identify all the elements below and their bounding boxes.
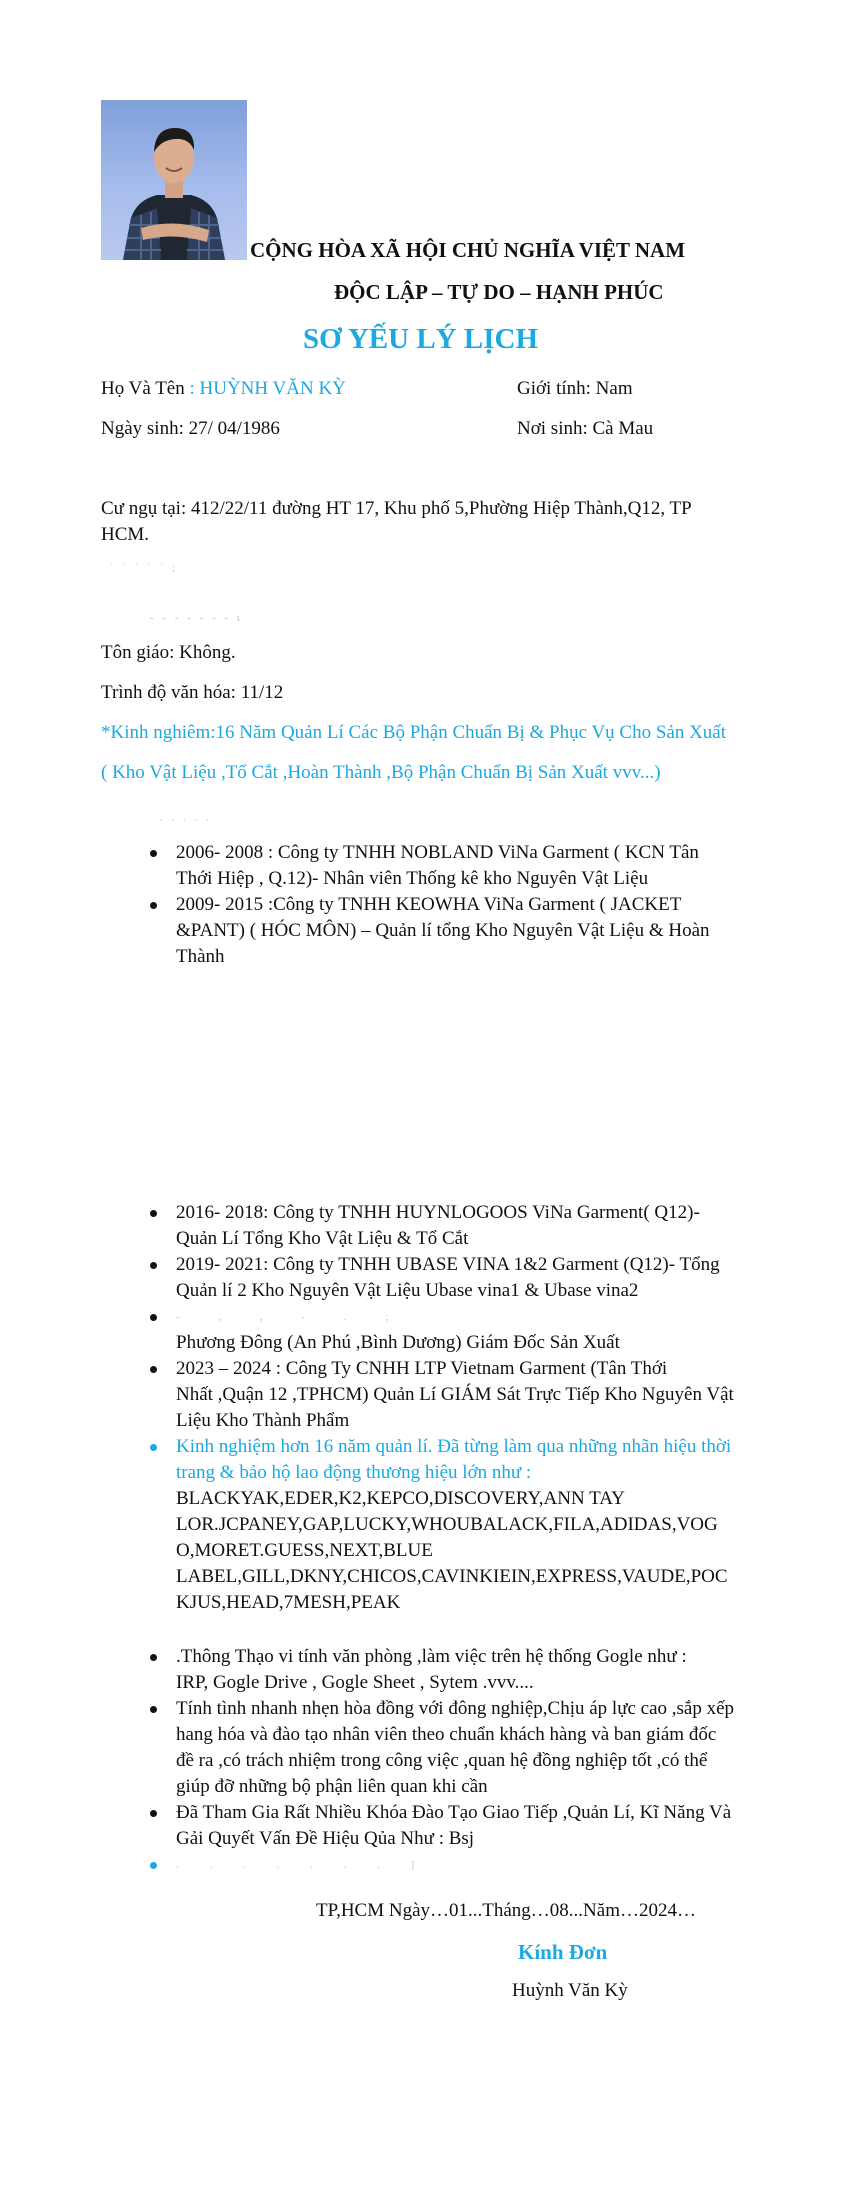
work-history-list [176,1200,766,1616]
bullet-icon [150,1862,157,1869]
list-item: 2016- 2018: Công ty TNHH HUYNLOGOOS ViNa Garment( Q12)- Quản Lí Tổng Kho Vật Liệu & Tổ Cắt [176,1200,766,1252]
faint-marks: . . . . . [160,812,212,824]
work-history-list [176,840,766,970]
motto-heading: ĐỘC LẬP – TỰ DO – HẠNH PHÚC [334,280,664,304]
birthplace: Nơi sinh: Cà Mau [517,418,654,439]
bullet-icon [150,850,157,857]
bullet-icon [150,1654,157,1661]
list-item: Đã Tham Gia Rất Nhiều Khóa Đào Tạo Giao Tiếp ,Quản Lí, Kĩ Năng Và Gải Quyết Vấn Đề Hiệu Qủa Như : Bsj [176,1800,766,1852]
religion: Tôn giáo: Không. [101,642,236,663]
education: Trình độ văn hóa: 11/12 [101,682,284,703]
faint-marks: ˙ ˙ ˙ ˙ ˙ ; [110,562,179,574]
list-item: .Thông Thạo vi tính văn phòng ,làm việc trên hệ thống Gogle như : IRP, Gogle Drive , Gogle Sheet , Sytem .vvv.... [176,1644,766,1696]
list-item: 2006- 2008 : Công ty TNHH NOBLAND ViNa Garment ( KCN Tân Thới Hiệp , Q.12)- Nhân viên Thống kê kho Nguyên Vật Liệu [176,840,766,892]
address-line-1: Cư ngụ tại: 412/22/11 đường HT 17, Khu phố 5,Phường Hiệp Thành,Q12, TP [101,498,692,519]
bullet-icon [150,1262,157,1269]
bullet-icon [150,1366,157,1373]
skills-list [176,1644,766,1878]
bullet-icon [150,1314,157,1321]
name-label: Họ Và Tên [101,378,185,399]
faint-marks: - - - - - - - ι [150,612,243,624]
list-item: 2019- 2021: Công ty TNHH UBASE VINA 1&2 Garment (Q12)- Tổng Quản lí 2 Kho Nguyên Vật Liệu Ubase vina1 & Ubase vina2 [176,1252,766,1304]
republic-heading: CỘNG HÒA XÃ HỘI CHỦ NGHĨA VIỆT NAM [250,238,686,262]
name-row [101,378,346,400]
list-item: - , , - . ; Phương Đông (An Phú ,Bình Dương) Giám Đốc Sản Xuất [176,1304,766,1356]
list-item: . . . . . . . ] [176,1852,766,1878]
page-title: SƠ YẾU LÝ LỊCH [303,323,539,355]
portrait-photo [101,100,247,260]
experience-summary-1: *Kinh nghiêm:16 Năm Quản Lí Các Bộ Phận Chuẩn Bị & Phục Vụ Cho Sản Xuất [101,722,727,743]
bullet-icon [150,1444,157,1451]
bullet-icon [150,902,157,909]
list-item: 2023 – 2024 : Công Ty CNHH LTP Vietnam Garment (Tân Thới Nhất ,Quận 12 ,TPHCM) Quản Lí GIÁM Sát Trực Tiếp Kho Nguyên Vật Liệu Kho Thành Phẩm [176,1356,766,1434]
bullet-icon [150,1810,157,1817]
gender: Giới tính: Nam [517,378,633,399]
bullet-icon [150,1210,157,1217]
signing-date: TP,HCM Ngày…01...Tháng…08...Năm…2024… [316,1900,696,1921]
signature-name: Huỳnh Văn Kỳ [512,1980,628,2001]
list-item: 2009- 2015 :Công ty TNHH KEOWHA ViNa Garment ( JACKET &PANT) ( HÓC MÔN) – Quản lí tổng Kho Nguyên Vật Liệu & Hoàn Thành [176,892,766,970]
address-line-2: HCM. [101,524,150,545]
person-illustration [101,100,247,260]
name-value: : HUỲNH VĂN KỲ [189,378,346,399]
experience-summary-2: ( Kho Vật Liệu ,Tổ Cắt ,Hoàn Thành ,Bộ Phận Chuẩn Bị Sản Xuất vvv...) [101,762,661,783]
bullet-icon [150,1706,157,1713]
date-of-birth: Ngày sinh: 27/ 04/1986 [101,418,280,439]
list-item: Tính tình nhanh nhẹn hòa đồng với đông nghiệp,Chịu áp lực cao ,sắp xếp hang hóa và đào tạo nhân viên theo chuẩn khách hàng và ban giám đốc đề ra ,có trách nhiệm trong công việc ,quan hệ đồng nghiệp tốt ,có thể giúp đỡ những bộ phận liên quan khi cần [176,1696,766,1800]
closing: Kính Đơn [518,1940,608,1964]
list-item: Kinh nghiệm hơn 16 năm quản lí. Đã từng làm qua những nhãn hiệu thời trang & bảo hộ lao động thương hiệu lớn như : BLACKYAK,EDER,K2,KEPCO,DISCOVERY,ANN TAY LOR.JCPANEY,GAP,LUCKY,WHOUBALACK,FILA,ADIDAS,VOG O,MORET.GUESS,NEXT,BLUE LABEL,GILL,DKNY,CHICOS,CAVINKIEIN,EXPRESS,VAUDE,POC KJUS,HEAD,7MESH,PEAK [176,1434,766,1616]
